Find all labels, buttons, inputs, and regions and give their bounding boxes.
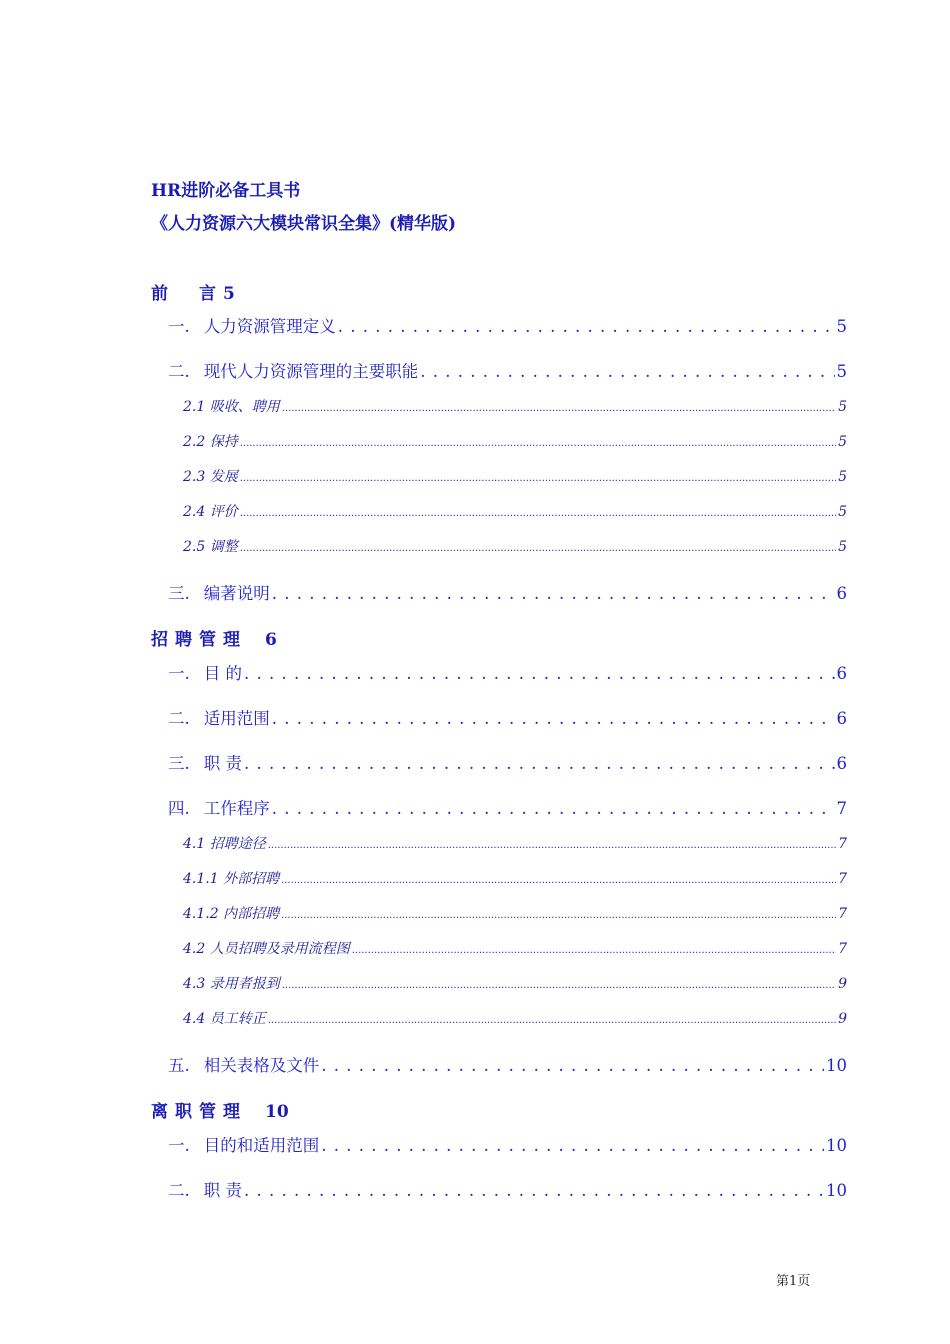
toc-dot-leader — [240, 434, 836, 450]
toc-chapter-page: 5 — [223, 284, 235, 304]
toc-dot-leader — [244, 1181, 824, 1200]
toc-subentry[interactable] — [183, 466, 847, 486]
toc-entry-page: 5 — [838, 469, 847, 485]
toc-entry-ordinal: 二. — [168, 362, 190, 381]
toc-dot-leader — [281, 871, 836, 887]
toc-dot-leader — [282, 976, 836, 992]
toc-entry-page: 7 — [838, 836, 847, 852]
toc-dot-leader — [240, 539, 836, 555]
toc-dot-leader — [244, 664, 835, 683]
toc-entry-ordinal: 二. — [168, 1181, 190, 1200]
toc-entry-page: 7 — [838, 871, 847, 887]
toc-entry-text: 现代人力资源管理的主要职能 — [203, 362, 419, 381]
toc-entry[interactable] — [168, 580, 847, 604]
document-subtitle: 《人力资源六大模块常识全集》(精华版) — [151, 214, 457, 234]
toc-subentry[interactable] — [183, 938, 847, 958]
toc-dot-leader — [321, 1136, 824, 1155]
toc-chapter-page: 6 — [265, 630, 277, 650]
toc-entry-page: 6 — [836, 754, 847, 773]
toc-entry-text: 职 责 — [203, 754, 242, 773]
toc-entry-page: 6 — [836, 709, 847, 728]
toc-entry-page: 10 — [826, 1056, 847, 1075]
toc-entry-page: 5 — [838, 399, 847, 415]
toc-dot-leader — [420, 362, 834, 381]
toc-entry-page: 7 — [836, 799, 847, 818]
toc-entry-page: 7 — [838, 906, 847, 922]
toc-entry-text: 相关表格及文件 — [203, 1056, 320, 1075]
toc-dot-leader — [240, 504, 836, 520]
toc-subentry[interactable] — [183, 973, 847, 993]
toc-chapter-resignation[interactable] — [151, 1097, 289, 1122]
toc-entry-page: 10 — [826, 1136, 847, 1155]
toc-entry-text: 2.4 评价 — [183, 504, 238, 520]
toc-entry-text: 4.1.1 外部招聘 — [183, 871, 280, 887]
toc-entry-page: 5 — [838, 434, 847, 450]
toc-subentry[interactable] — [183, 868, 847, 888]
toc-dot-leader — [240, 469, 836, 485]
toc-entry-page: 9 — [838, 976, 847, 992]
toc-dot-leader — [321, 1056, 824, 1075]
toc-entry[interactable] — [168, 795, 847, 819]
toc-entry[interactable] — [168, 358, 847, 382]
toc-entry-text: 4.4 员工转正 — [183, 1011, 266, 1027]
toc-entry[interactable] — [168, 1052, 847, 1076]
toc-entry-text: 人力资源管理定义 — [203, 317, 336, 336]
toc-entry-text: 4.1.2 内部招聘 — [183, 906, 280, 922]
toc-chapter-title: 前 言 — [151, 284, 223, 304]
toc-chapter-recruitment[interactable] — [151, 625, 277, 650]
toc-entry[interactable] — [168, 750, 847, 774]
toc-entry-text: 目的和适用范围 — [203, 1136, 320, 1155]
toc-subentry[interactable] — [183, 1008, 847, 1028]
toc-entry-text: 目 的 — [203, 664, 242, 683]
toc-entry-page: 10 — [826, 1181, 847, 1200]
toc-entry-text: 2.1 吸收、聘用 — [183, 399, 280, 415]
toc-entry-ordinal: 二. — [168, 709, 190, 728]
toc-entry[interactable] — [168, 705, 847, 729]
toc-entry-ordinal: 三. — [168, 754, 190, 773]
toc-chapter-page: 10 — [265, 1102, 289, 1122]
toc-dot-leader — [272, 799, 835, 818]
toc-entry-ordinal: 四. — [168, 799, 190, 818]
toc-subentry[interactable] — [183, 903, 847, 923]
toc-entry-page: 7 — [838, 941, 847, 957]
toc-entry-ordinal: 五. — [168, 1056, 190, 1075]
toc-entry-ordinal: 一. — [168, 317, 190, 336]
toc-subentry[interactable] — [183, 833, 847, 853]
toc-entry-text: 编著说明 — [203, 584, 270, 603]
toc-dot-leader — [268, 1011, 836, 1027]
toc-entry-ordinal: 三. — [168, 584, 190, 603]
toc-entry-text: 适用范围 — [203, 709, 270, 728]
toc-chapter-title: 离职管理 — [151, 1102, 247, 1122]
toc-entry-text: 4.2 人员招聘及录用流程图 — [183, 941, 350, 957]
toc-entry-text: 2.3 发展 — [183, 469, 238, 485]
toc-dot-leader — [338, 317, 835, 336]
toc-dot-leader — [352, 941, 836, 957]
toc-entry-page: 5 — [836, 317, 847, 336]
toc-dot-leader — [282, 399, 836, 415]
toc-dot-leader — [244, 754, 835, 773]
toc-entry-page: 5 — [836, 362, 847, 381]
toc-entry-page: 9 — [838, 1011, 847, 1027]
toc-subentry[interactable] — [183, 536, 847, 556]
toc-entry[interactable] — [168, 313, 847, 337]
toc-entry[interactable] — [168, 1132, 847, 1156]
toc-subentry[interactable] — [183, 501, 847, 521]
toc-entry[interactable] — [168, 1177, 847, 1201]
toc-entry-text: 职 责 — [203, 1181, 242, 1200]
toc-entry-text: 4.3 录用者报到 — [183, 976, 280, 992]
toc-subentry[interactable] — [183, 431, 847, 451]
toc-dot-leader — [272, 584, 835, 603]
toc-entry-text: 工作程序 — [203, 799, 270, 818]
toc-entry-page: 6 — [836, 664, 847, 683]
toc-entry-text: 2.2 保持 — [183, 434, 238, 450]
page-number-footer: 第1页 — [776, 1274, 811, 1289]
toc-entry-ordinal: 一. — [168, 1136, 190, 1155]
toc-chapter-title: 招聘管理 — [151, 630, 247, 650]
toc-dot-leader — [268, 836, 836, 852]
toc-entry-text: 4.1 招聘途径 — [183, 836, 266, 852]
toc-entry-text: 2.5 调整 — [183, 539, 238, 555]
toc-dot-leader — [281, 906, 836, 922]
toc-entry[interactable] — [168, 660, 847, 684]
toc-entry-page: 5 — [838, 504, 847, 520]
document-title: HR进阶必备工具书 — [151, 181, 301, 201]
toc-dot-leader — [272, 709, 835, 728]
toc-chapter-preface[interactable] — [151, 279, 235, 304]
toc-entry-page: 5 — [838, 539, 847, 555]
toc-entry-page: 6 — [836, 584, 847, 603]
toc-subentry[interactable] — [183, 396, 847, 416]
toc-entry-ordinal: 一. — [168, 664, 190, 683]
